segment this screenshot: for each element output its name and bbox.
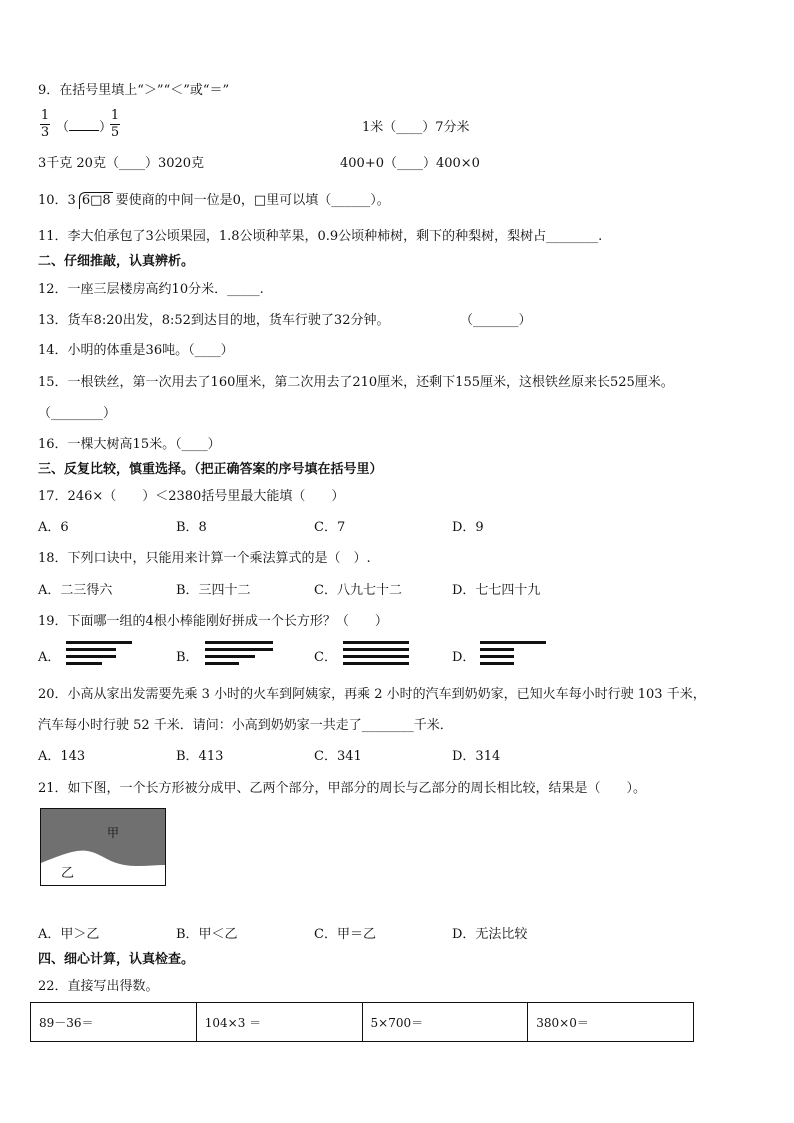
q9-item-2: 1米（____）7分米 bbox=[362, 120, 470, 135]
q17-option-d[interactable]: D．9 bbox=[452, 520, 484, 535]
q18-option-d[interactable]: D．七七四十九 bbox=[452, 583, 541, 598]
calc-cell-3[interactable]: 5×700＝ bbox=[362, 1003, 528, 1042]
q13-stem: 13．货车8:20出发，8:52到达目的地，货车行驶了32分钟。 bbox=[38, 313, 390, 328]
q13-answer-paren[interactable]: （_______） bbox=[460, 313, 532, 328]
stick-b-2 bbox=[205, 648, 273, 651]
q18-stem: 18．下列口诀中，只能用来计算一个乘法算式的是（ ）. bbox=[38, 551, 371, 566]
q20-option-c[interactable]: C．341 bbox=[314, 749, 362, 764]
q21-stem: 21．如下图，一个长方形被分成甲、乙两个部分，甲部分的周长与乙部分的周长相比较，结果是（ ）。 bbox=[38, 781, 647, 796]
stick-c-3 bbox=[343, 655, 409, 658]
fraction-numerator: 1 bbox=[110, 108, 120, 123]
q10-division-bracket bbox=[79, 192, 113, 209]
q9-fraction-1 bbox=[38, 108, 52, 141]
stick-c-1 bbox=[343, 641, 409, 644]
calc-cell-2[interactable]: 104×3 ＝ bbox=[196, 1003, 362, 1042]
q12-stem: 12．一座三层楼房高约10分米．_____. bbox=[38, 282, 264, 297]
q10-prefix: 10． bbox=[38, 193, 68, 208]
calc-cell-1[interactable]: 89－36＝ bbox=[31, 1003, 197, 1042]
q10 bbox=[38, 192, 390, 209]
q21-option-a[interactable]: A．甲＞乙 bbox=[38, 927, 100, 942]
q9-fraction-2 bbox=[108, 108, 122, 141]
q19-option-b[interactable]: B． bbox=[176, 650, 199, 665]
q10-stem: 要使商的中间一位是0，□里可以填（______）。 bbox=[115, 193, 390, 208]
q20-option-d[interactable]: D．314 bbox=[452, 749, 501, 764]
stick-d-4 bbox=[480, 662, 514, 665]
section-3-title: 三、反复比较，慎重选择。（把正确答案的序号填在括号里） bbox=[38, 462, 383, 477]
q18-option-b[interactable]: B．三四十二 bbox=[176, 583, 251, 598]
stick-a-1 bbox=[66, 641, 132, 644]
fraction-numerator: 1 bbox=[40, 108, 50, 123]
q9-stem: 9．在括号里填上“＞”“＜”或“＝” bbox=[38, 83, 230, 98]
stick-b-3 bbox=[205, 655, 255, 658]
q20-option-b[interactable]: B．413 bbox=[176, 749, 224, 764]
q21-option-d[interactable]: D．无法比较 bbox=[452, 927, 528, 942]
q19-stem: 19．下面哪一组的4根小棒能刚好拼成一个长方形？（ ） bbox=[38, 614, 388, 629]
q10-divisor: 3 bbox=[67, 193, 76, 208]
q10-dividend: 6□8 bbox=[81, 193, 111, 208]
q9-item-3: 3千克 20克（____）3020克 bbox=[38, 156, 205, 171]
q15-answer-paren[interactable]: （________） bbox=[38, 406, 117, 421]
stick-d-1 bbox=[480, 641, 546, 644]
q20-line-1: 20．小高从家出发需要先乘 3 小时的火车到阿姨家，再乘 2 小时的汽车到奶奶家，已知火车每小时行驶 103 千米， bbox=[38, 687, 706, 702]
q22-stem: 22．直接写出得数。 bbox=[38, 979, 159, 994]
stick-a-4 bbox=[66, 662, 102, 665]
q20-line-2: 汽车每小时行驶 52 千米．请问：小高到奶奶家一共走了________千米． bbox=[38, 718, 453, 733]
q17-option-c[interactable]: C．7 bbox=[314, 520, 346, 535]
q9-blank-1[interactable] bbox=[56, 118, 112, 136]
q18-option-c[interactable]: C．八九七十二 bbox=[314, 583, 402, 598]
q17-option-a[interactable]: A．6 bbox=[38, 520, 69, 535]
stick-c-4 bbox=[343, 662, 409, 665]
q22-calc-table bbox=[30, 1002, 694, 1042]
paren-close: ） bbox=[99, 120, 113, 135]
section-2-title: 二、仔细推敲，认真辨析。 bbox=[38, 254, 195, 269]
region-jia bbox=[41, 809, 165, 866]
q21-option-c[interactable]: C．甲＝乙 bbox=[314, 927, 376, 942]
q19-option-d[interactable]: D． bbox=[452, 650, 476, 665]
q18-option-a[interactable]: A．二三得六 bbox=[38, 583, 113, 598]
q15-stem: 15．一根铁丝，第一次用去了160厘米，第二次用去了210厘米，还剩下155厘米，这根铁丝原来长525厘米。 bbox=[38, 375, 674, 390]
stick-d-2 bbox=[480, 648, 514, 651]
q21-rectangle-figure bbox=[40, 808, 166, 886]
q19-option-c[interactable]: C． bbox=[314, 650, 337, 665]
fraction-denominator: 3 bbox=[40, 125, 50, 140]
section-4-title: 四、细心计算，认真检查。 bbox=[38, 952, 195, 967]
q17-option-b[interactable]: B．8 bbox=[176, 520, 207, 535]
q16-stem: 16．一棵大树高15米。（____） bbox=[38, 437, 221, 452]
table-row bbox=[31, 1003, 694, 1042]
q9-item-4: 400+0（____）400×0 bbox=[340, 156, 480, 171]
q21-option-b[interactable]: B．甲＜乙 bbox=[176, 927, 238, 942]
stick-a-3 bbox=[66, 655, 116, 658]
stick-c-2 bbox=[343, 648, 409, 651]
label-jia: 甲 bbox=[107, 826, 120, 840]
paren-open: （ bbox=[56, 120, 70, 135]
stick-b-1 bbox=[205, 641, 273, 644]
answer-blank[interactable] bbox=[69, 118, 99, 131]
label-yi: 乙 bbox=[61, 866, 75, 881]
stick-a-2 bbox=[66, 648, 116, 651]
q19-option-a[interactable]: A． bbox=[38, 650, 61, 665]
stick-b-4 bbox=[205, 662, 239, 665]
q14-stem: 14．小明的体重是36吨。（____） bbox=[38, 343, 234, 358]
q17-stem: 17．246×（ ）＜2380括号里最大能填（ ） bbox=[38, 489, 345, 504]
q11-stem: 11．李大伯承包了3公顷果园，1.8公顷种苹果，0.9公顷种柿树，剩下的种梨树，梨树占________. bbox=[38, 229, 603, 244]
fraction-denominator: 5 bbox=[110, 125, 120, 140]
q21-figure-svg bbox=[41, 809, 165, 885]
calc-cell-4[interactable]: 380×0＝ bbox=[528, 1003, 694, 1042]
stick-d-3 bbox=[480, 655, 514, 658]
q20-option-a[interactable]: A．143 bbox=[38, 749, 86, 764]
